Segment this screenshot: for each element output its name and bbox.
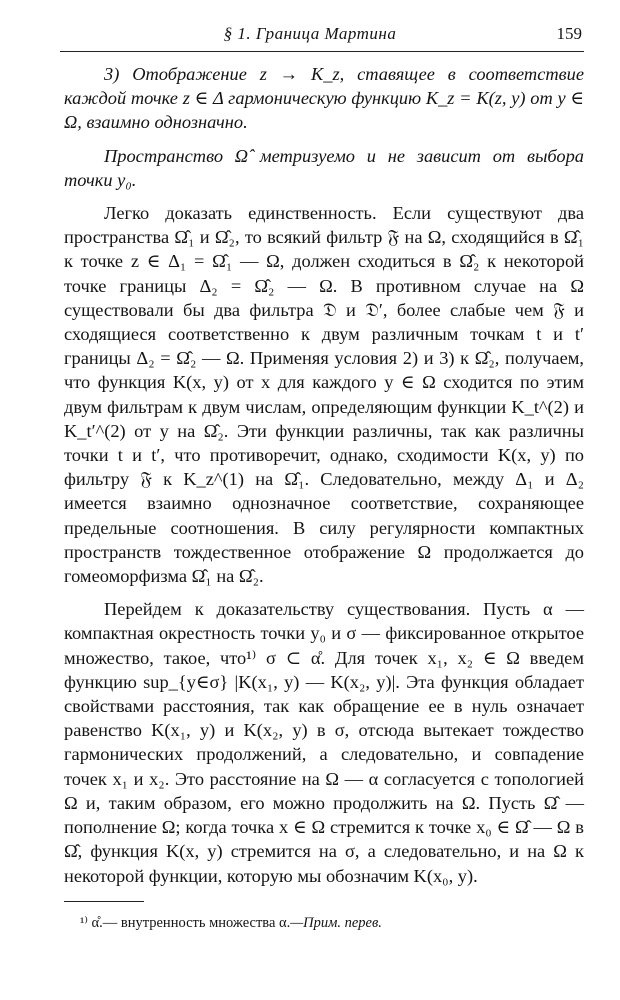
paragraph-metrizable: Пространство Ω̂ метризуемо и не зависит от выбора точки y₀. [64,145,584,190]
footnote-translator-note: —Прим. перев. [290,915,382,931]
body-text [64,62,584,888]
paragraph-existence: Перейдем к доказательству существования. Пусть α — компактная окрестность точки y₀ и σ — фиксированное открытое множество, такое, что¹⁾ σ ⊂ α̊. Для точек x₁, x₂ ∈ Ω введем функцию sup_{y∈σ} |K(x₁, y) — K(x₂, y)|. Эта функция обладает свойствами расстояния, так как обращение ее в нуль означает равенство K(x₁, y) и K(x₂, y) в σ, отсюда вытекает тождество гармонических продолжений, а следовательно, и совпадение точек x₁ и x₂. Это расстояние на Ω — α согласуется с топологией Ω и, таким образом, его можно продолжить на Ω. Пусть Ω̂ — пополнение Ω; когда точка x ∈ Ω стремится к точке x₀ ∈ Ω̂ — Ω в Ω̂, функция K(x, y) стремится на σ, а следовательно, и на Ω к некоторой функции, которую мы обозначим K(x₀, y). [64,599,584,886]
paragraph-statement-3: 3) Отображение z → K_z, ставящее в соответствие каждой точке z ∈ Δ гармоническую функцию K_z = K(z, y) от y ∈ Ω, взаимно однозначно. [64,64,584,133]
paragraph-uniqueness: Легко доказать единственность. Если существуют два пространства Ω̂₁ и Ω̂₂, то всякий фильтр 𝔉 на Ω, сходящийся в Ω̂₁ к точке z ∈ Δ₁ = Ω̂₁ — Ω, должен сходиться в Ω̂₂ к некоторой точке границы Δ₂ = Ω̂₂ — Ω. В противном случае на Ω существовали бы два фильтра 𝔇 и 𝔇′, более слабые чем 𝔉 и сходящиеся соответственно к двум различным точкам t и t′ границы Δ₂ = Ω̂₂ — Ω. Применяя условия 2) и 3) к Ω̂₂, получаем, что функция K(x, y) от x для каждого y ∈ Ω сходится по этим двум фильтрам к двум числам, определяющим функции K_t^(2) и K_t′^(2) от y на Ω̂₂. Эти функции различны, так как различны точки t и t′, что противоречит, однако, сходимости K(x, y) по фильтру 𝔉 к K_z^(1) на Ω̂₁. Следовательно, между Δ₁ и Δ₂ имеется взаимно однозначное соответствие, сохраняющее предельные соотношения. В силу регулярности компактных пространств тождественное отображение Ω продолжается до гомеоморфизма Ω̂₁ на Ω̂₂. [64,203,584,587]
page-number: 159 [556,24,582,43]
footnote [64,913,584,933]
header-rule [60,51,584,52]
footnote-rule [64,901,144,902]
header-title: § 1. Граница Мартина [223,24,397,43]
footnote-text: ¹⁾ α̊.— внутренность множества α. [80,915,291,931]
running-header [0,18,620,48]
